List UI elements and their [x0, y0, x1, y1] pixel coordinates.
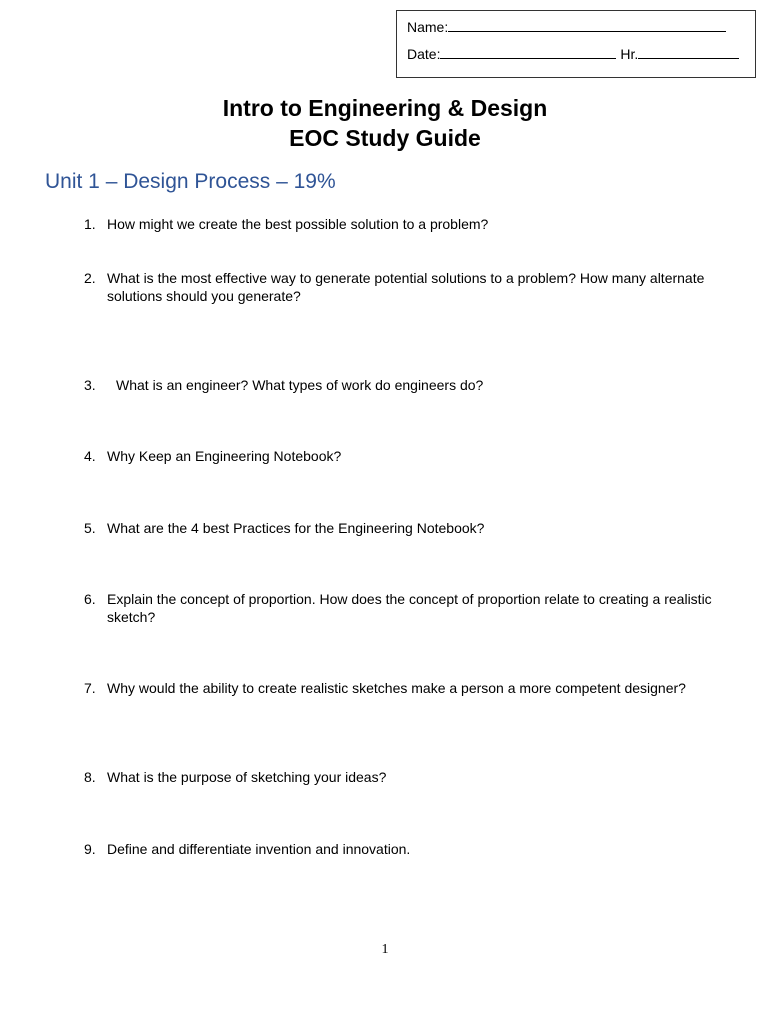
question-item — [84, 840, 724, 858]
date-label: Date: — [407, 46, 441, 62]
question-number: 2. — [84, 270, 96, 286]
question-text: Explain the concept of proportion. How does the concept of proportion relate to creating a realistic sketch? — [107, 591, 712, 625]
question-number: 3. — [84, 377, 96, 393]
document-subtitle: EOC Study Guide — [289, 125, 481, 151]
question-number: 9. — [84, 841, 96, 857]
question-text: What is the purpose of sketching your ideas? — [107, 769, 387, 785]
question-text: What are the 4 best Practices for the Engineering Notebook? — [107, 520, 485, 536]
question-text: What is an engineer? What types of work do engineers do? — [116, 377, 484, 393]
question-text: Define and differentiate invention and innovation. — [107, 841, 411, 857]
question-item — [84, 376, 724, 394]
question-item — [84, 447, 724, 465]
name-blank-line[interactable] — [448, 17, 726, 32]
page-number: 1 — [381, 942, 389, 957]
date-row — [407, 44, 739, 62]
question-text: Why would the ability to create realistic sketches make a person a more competent designer? — [107, 680, 686, 696]
hr-blank-line[interactable] — [638, 44, 739, 59]
name-label: Name: — [407, 19, 449, 35]
question-number: 6. — [84, 591, 96, 607]
question-text: How might we create the best possible solution to a problem? — [107, 216, 489, 232]
question-number: 7. — [84, 680, 96, 696]
question-item — [84, 679, 724, 697]
question-item — [84, 269, 724, 305]
question-number: 8. — [84, 769, 96, 785]
date-blank-line[interactable] — [440, 44, 616, 59]
question-text: Why Keep an Engineering Notebook? — [107, 448, 342, 464]
question-item — [84, 590, 724, 626]
document-title: Intro to Engineering & Design — [222, 95, 548, 121]
question-item — [84, 519, 724, 537]
question-item — [84, 215, 724, 233]
student-info-box — [396, 10, 756, 78]
question-number: 5. — [84, 520, 96, 536]
question-text: What is the most effective way to generate potential solutions to a problem? How many alternate solutions should you generate? — [107, 270, 705, 304]
question-number: 1. — [84, 216, 96, 232]
question-number: 4. — [84, 448, 96, 464]
name-row — [407, 17, 726, 35]
hr-label: Hr. — [620, 46, 639, 62]
question-item — [84, 768, 724, 786]
unit-heading: Unit 1 – Design Process – 19% — [45, 170, 336, 193]
